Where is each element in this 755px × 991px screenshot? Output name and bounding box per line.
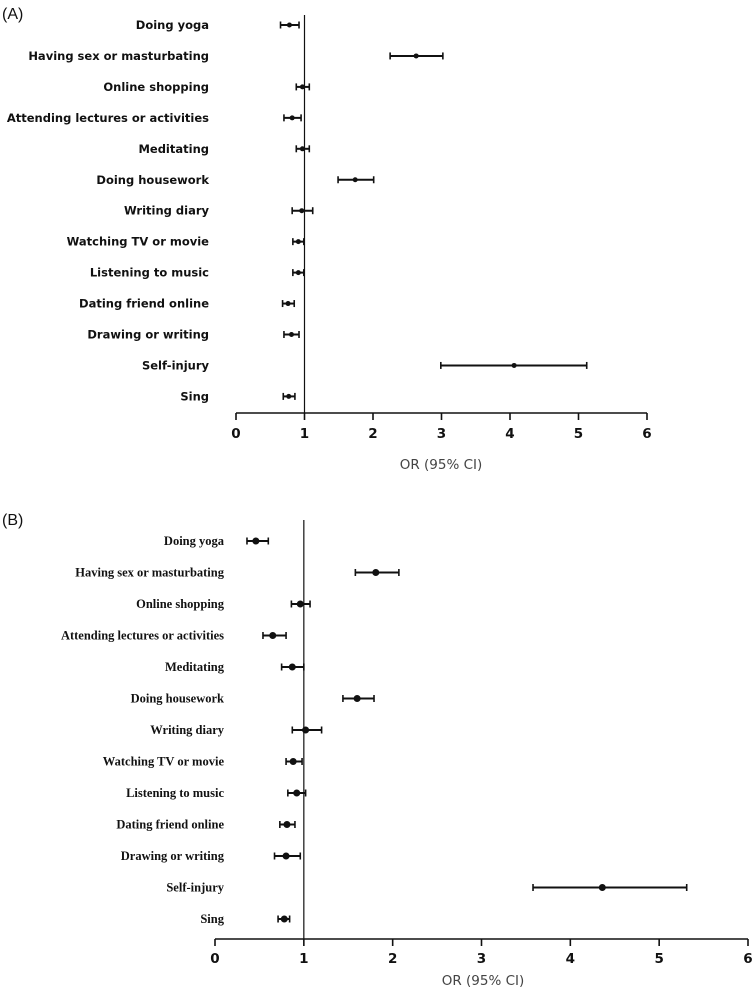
panel-b-x-tick-label-1: 1 (299, 951, 309, 967)
panel-a-x-tick-label-2: 2 (368, 426, 378, 442)
panel-b-row-label: Drawing or writing (120, 849, 224, 863)
panel-a-point-estimate (290, 115, 295, 120)
panel-b-point-estimate (252, 538, 259, 545)
panel-a-row-label: Having sex or masturbating (28, 48, 209, 63)
panel-b-row-label: Sing (200, 912, 224, 926)
panel-a (2, 6, 652, 473)
panel-b-label: (B) (2, 512, 24, 529)
panel-a-row-label: Dating friend online (79, 296, 209, 311)
panel-b-point-estimate (269, 632, 276, 639)
panel-a-row-label: Doing yoga (135, 18, 209, 32)
panel-a-point-estimate (300, 146, 305, 151)
panel-b-point-estimate (302, 727, 309, 734)
panel-a-point-estimate (286, 301, 291, 306)
panel-a-row-label: Online shopping (103, 79, 209, 94)
panel-b-point-estimate (283, 821, 290, 828)
panel-b-x-tick-label-6: 6 (743, 951, 753, 967)
panel-a-x-axis-title: OR (95% CI) (399, 457, 483, 473)
panel-a-x-tick-label-0: 0 (231, 426, 241, 442)
panel-a-row-label: Listening to music (89, 265, 209, 280)
panel-a-row-label: Self-injury (141, 358, 209, 373)
panel-a-row-label: Writing diary (123, 203, 209, 218)
panel-b-x-tick-label-5: 5 (654, 951, 664, 967)
panel-b-row-label: Dating friend online (116, 817, 224, 832)
panel-b-x-tick-label-2: 2 (387, 951, 398, 967)
panel-b-point-estimate (372, 569, 379, 576)
panel-a-point-estimate (353, 177, 358, 182)
panel-b-x-axis-title: OR (95% CI) (441, 973, 525, 989)
panel-a-row-label: Attending lectures or activities (6, 110, 209, 125)
panel-a-point-estimate (414, 53, 419, 58)
panel-b-point-estimate (599, 884, 606, 891)
panel-a-point-estimate (512, 363, 517, 368)
panel-b-row-label: Doing yoga (163, 534, 224, 548)
panel-b-point-estimate (354, 695, 361, 702)
panel-a-row-label: Drawing or writing (87, 327, 209, 342)
panel-a-point-estimate (296, 270, 301, 275)
panel-b-x-tick-label-0: 0 (210, 951, 220, 967)
panel-a-x-tick-label-3: 3 (436, 426, 447, 442)
panel-a-row-label: Doing housework (96, 172, 209, 187)
panel-b-row-label: Having sex or masturbating (75, 565, 224, 580)
panel-b-row-label: Doing housework (130, 691, 224, 706)
panel-b-row-label: Watching TV or movie (102, 754, 224, 769)
panel-a-x-tick-label-6: 6 (642, 426, 652, 442)
panel-b-x-tick-label-3: 3 (476, 951, 487, 967)
panel-a-point-estimate (299, 208, 304, 213)
panel-b-point-estimate (281, 916, 288, 923)
panel-a-x-tick-label-4: 4 (505, 426, 515, 442)
panel-a-point-estimate (286, 394, 291, 399)
panel-b-point-estimate (289, 664, 296, 671)
panel-b (2, 512, 753, 989)
panel-b-row-label: Attending lectures or activities (60, 628, 224, 643)
panel-a-label: (A) (2, 6, 24, 23)
panel-a-x-tick-label-5: 5 (573, 426, 584, 442)
panel-b-point-estimate (290, 758, 297, 765)
panel-b-row-label: Online shopping (136, 597, 224, 611)
panel-b-row-label: Self-injury (166, 880, 224, 895)
panel-a-row-label: Sing (180, 389, 209, 404)
panel-b-row-label: Listening to music (126, 786, 224, 800)
panel-a-row-label: Meditating (138, 141, 209, 156)
panel-b-point-estimate (293, 790, 300, 797)
panel-a-x-tick-label-1: 1 (299, 426, 310, 442)
panel-a-point-estimate (289, 332, 294, 337)
panel-b-point-estimate (283, 853, 290, 860)
panel-b-row-label: Writing diary (150, 723, 224, 737)
panel-b-point-estimate (297, 601, 304, 608)
panel-a-point-estimate (296, 239, 301, 244)
panel-b-x-tick-label-4: 4 (565, 951, 576, 967)
panel-a-point-estimate (300, 84, 305, 89)
panel-a-point-estimate (287, 23, 292, 28)
panel-b-row-label: Meditating (164, 660, 224, 674)
panel-a-row-label: Watching TV or movie (66, 234, 209, 249)
